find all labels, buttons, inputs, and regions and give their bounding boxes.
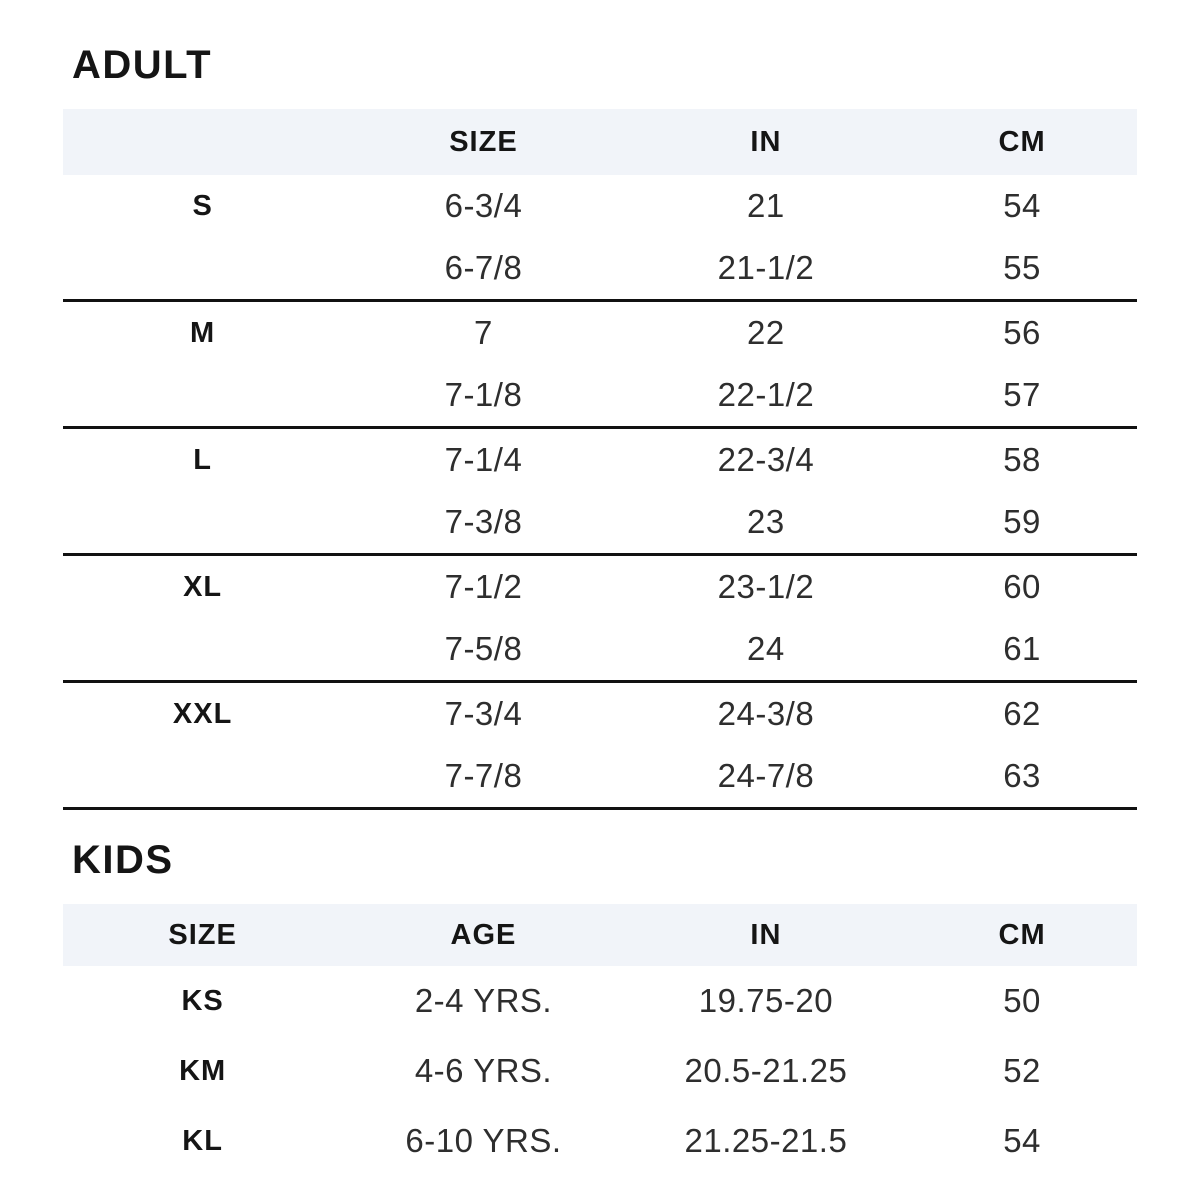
size-label: L <box>193 443 212 476</box>
size-label: S <box>192 189 213 222</box>
inches-value: 22-3/4 <box>717 441 815 478</box>
inches-value: 21 <box>747 187 785 224</box>
kids-column-header-size: SIZE <box>168 918 237 951</box>
inches-value: 23 <box>747 503 785 540</box>
size-label: XXL <box>172 697 233 730</box>
inches-value: 19.75-20 <box>698 982 834 1019</box>
kids-size-table <box>63 904 1137 1176</box>
size-group-s <box>63 175 1137 302</box>
inches-value: 20.5-21.25 <box>684 1052 848 1089</box>
hat-size-value: 7 <box>474 314 493 351</box>
size-label: KM <box>179 1054 227 1087</box>
size-group-m <box>63 302 1137 429</box>
cm-value: 59 <box>1003 503 1041 540</box>
cm-value: 62 <box>1003 695 1041 732</box>
cm-value: 50 <box>1003 982 1041 1019</box>
cm-value: 52 <box>1003 1052 1041 1089</box>
cm-value: 58 <box>1003 441 1041 478</box>
table-row <box>63 491 1137 553</box>
table-row <box>63 429 1137 491</box>
age-value: 2-4 YRS. <box>414 982 553 1019</box>
cm-value: 54 <box>1003 1122 1041 1159</box>
cm-value: 55 <box>1003 249 1041 286</box>
inches-value: 24-7/8 <box>717 757 815 794</box>
hat-size-value: 7-1/2 <box>444 568 523 605</box>
age-value: 4-6 YRS. <box>414 1052 553 1089</box>
hat-size-value: 6-3/4 <box>444 187 523 224</box>
inches-value: 21-1/2 <box>717 249 815 286</box>
inches-value: 21.25-21.5 <box>684 1122 848 1159</box>
adult-column-header-cm: CM <box>998 125 1046 158</box>
cm-value: 56 <box>1003 314 1041 351</box>
table-row <box>63 683 1137 745</box>
table-row <box>63 966 1137 1036</box>
adult-size-table <box>63 109 1137 810</box>
inches-value: 23-1/2 <box>717 568 815 605</box>
kids-heading: KIDS <box>72 838 174 882</box>
size-label: XL <box>183 570 223 603</box>
cm-value: 61 <box>1003 630 1041 667</box>
table-row <box>63 302 1137 364</box>
size-label: M <box>190 316 216 349</box>
adult-heading: ADULT <box>72 43 213 87</box>
kids-column-header-in: IN <box>750 918 782 951</box>
table-row <box>63 1036 1137 1106</box>
table-row <box>63 237 1137 299</box>
cm-value: 63 <box>1003 757 1041 794</box>
adult-column-header-size: SIZE <box>449 125 518 158</box>
hat-size-value: 7-5/8 <box>444 630 523 667</box>
size-label: KS <box>181 984 224 1017</box>
inches-value: 24-3/8 <box>717 695 815 732</box>
inches-value: 24 <box>747 630 785 667</box>
inches-value: 22 <box>747 314 785 351</box>
hat-size-value: 6-7/8 <box>444 249 523 286</box>
table-row <box>63 364 1137 426</box>
cm-value: 60 <box>1003 568 1041 605</box>
table-row <box>63 1106 1137 1176</box>
table-row <box>63 618 1137 680</box>
hat-size-value: 7-3/8 <box>444 503 523 540</box>
age-value: 6-10 YRS. <box>405 1122 562 1159</box>
size-group-xxl <box>63 683 1137 810</box>
cm-value: 54 <box>1003 187 1041 224</box>
kids-column-header-cm: CM <box>998 918 1046 951</box>
table-row <box>63 745 1137 807</box>
kids-column-header-age: AGE <box>450 918 517 951</box>
hat-size-value: 7-1/4 <box>444 441 523 478</box>
inches-value: 22-1/2 <box>717 376 815 413</box>
size-label: KL <box>182 1124 223 1157</box>
adult-column-header-in: IN <box>750 125 782 158</box>
table-row <box>63 556 1137 618</box>
hat-size-value: 7-3/4 <box>444 695 523 732</box>
size-group-xl <box>63 556 1137 683</box>
adult-table-header-row <box>63 109 1137 175</box>
size-group-l <box>63 429 1137 556</box>
cm-value: 57 <box>1003 376 1041 413</box>
hat-size-value: 7-1/8 <box>444 376 523 413</box>
hat-size-value: 7-7/8 <box>444 757 523 794</box>
table-row <box>63 175 1137 237</box>
kids-table-header-row <box>63 904 1137 966</box>
